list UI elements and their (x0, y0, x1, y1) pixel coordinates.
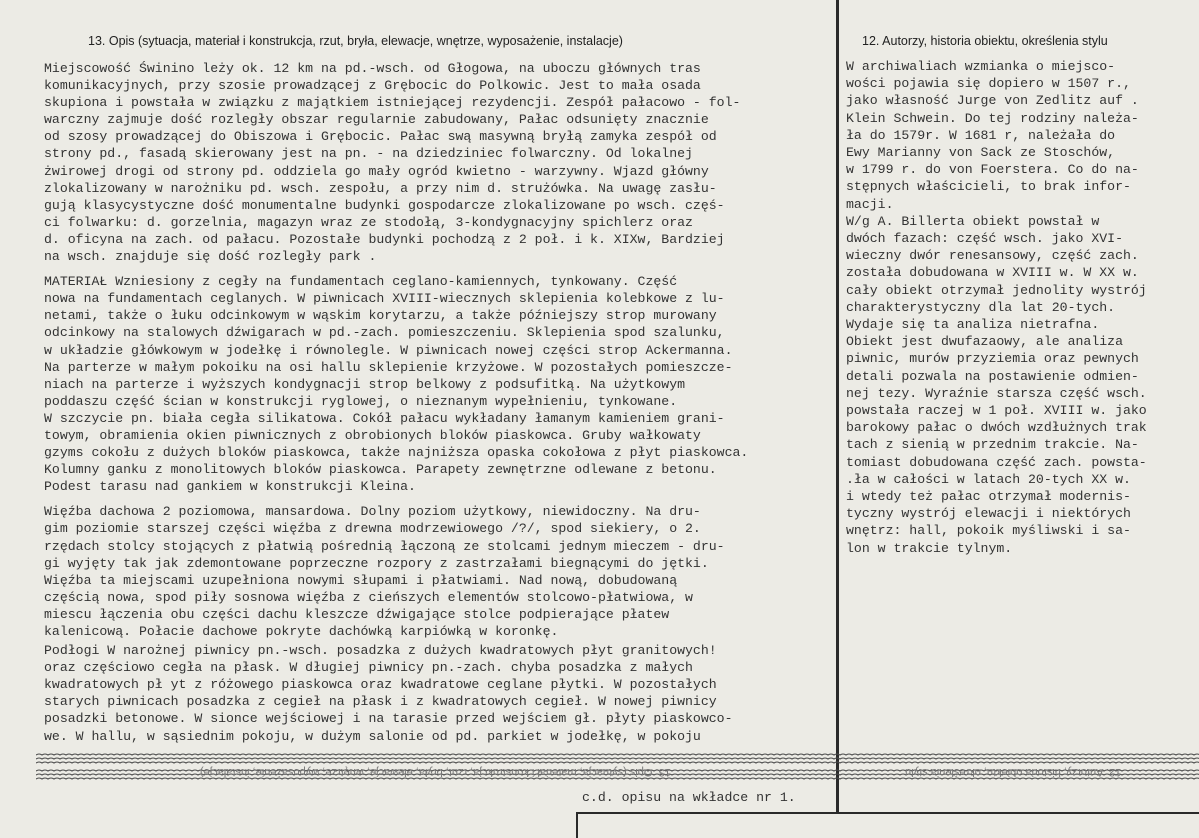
text-line: nowa na fundamentach ceglanych. W piwnicach XVIII-wiecznych sklepienia kolebkowe z lu- (44, 291, 725, 307)
column-divider (836, 0, 839, 812)
text-line: W archiwaliach wzmianka o miejsco- (846, 59, 1116, 74)
text-line: cały obiekt otrzymał jednolity wystrój (846, 282, 1147, 298)
text-line: W/g A. Billerta obiekt powstał w (846, 213, 1100, 229)
text-line: posadzki betonowe. W sionce wejściowej i na tarasie przed wejściem gł. płyty piaskowco- (44, 711, 733, 727)
text-line: na wsch. znajduje się dość rozległy park . (44, 249, 377, 265)
text-line: częścią nowa, spod piły sosnowa więźba z cieńszych elementów stolcowo-płatwiowa, w (44, 589, 693, 605)
wave-line (36, 778, 1199, 779)
mirrored-header-13: 13. Opis (sytuacja, materiał i konstrukcja, rzut, bryła, elewacje, wnętrze, wyposażenie, instalacje) (200, 766, 671, 778)
history-text (846, 58, 1198, 557)
text-line: towym, obramienia okien piwnicznych z obrobionych bloków piaskowca. Gruby wałkowaty (44, 427, 701, 443)
text-line: Więźba dachowa 2 poziomowa, mansardowa. Dolny poziom użytkowy, niewidoczny. Na dru- (44, 504, 701, 520)
text-line: MATERIAŁ Wzniesiony z cegły na fundamentach ceglano-kamiennych, tynkowany. Część (44, 274, 678, 290)
text-line: dwóch fazach: część wsch. jako XVI- (846, 231, 1123, 247)
footer-rule (577, 812, 1199, 814)
text-line: Podłogi W narożnej piwnicy pn.-wsch. posadzka z dużych kwadratowych płyt granitowych! (44, 643, 717, 659)
text-line: d. oficyna na zach. od pałacu. Pozostałe budynki pochodzą z 2 poł. i k. XIXw, Bardziej (44, 231, 725, 247)
text-line: Więźba ta miejscami uzupełniona nowymi słupami i płatwiami. Nad nową, dobudowaną (44, 572, 678, 588)
text-line: gzyms cokołu z dużych bloków piaskowca, także najniższa opaska cokołowa z płyt piaskowca. (44, 445, 749, 461)
text-line: kalenicową. Połacie dachowe pokryte dachówką karpiówką w koronkę. (44, 624, 559, 639)
text-line: Wydaje się ta analiza nietrafna. (846, 317, 1100, 333)
description-text (44, 60, 834, 753)
footer-rule-vertical (576, 812, 578, 838)
text-line: gi wyjęty tak jak zdemontowane poprzeczne rozpory z zastrzałami biegnącymi do jętki. (44, 555, 709, 571)
text-line: Klein Schwein. Do tej rodziny należa- (846, 110, 1139, 126)
text-line: komunikacyjnych, przy szosie prowadzącej z Grębocic do Polkowic. Jest to mała osada (44, 78, 701, 94)
text-line: jako własność Jurge von Zedlitz auf . (846, 93, 1139, 109)
text-line: w układzie główkowym w jodełkę i równolegle. W piwnicach nowej części strop Ackermanna. (44, 342, 733, 358)
text-line: powstała raczej w 1 poł. XVIII w. jako (846, 403, 1147, 419)
text-line: strony pd., fasadą skierowany jest na pn. - na dziedziniec folwarczny. Od lokalnej (44, 146, 693, 162)
text-line: Na parterze w małym pokoiku na osi hallu sklepienie krzyżowe. W pozostałych pomieszcze- (44, 359, 733, 375)
text-line: detali pozwala na postawienie odmien- (846, 368, 1139, 384)
wave-line (36, 758, 1199, 759)
text-line: i wtedy też pałac otrzymał modernis- (846, 489, 1131, 505)
text-line: skupiona i powstała w związku z majątkiem istniejącej rezydencji. Zespół pałacowo - fol- (44, 95, 741, 111)
text-line: wości pojawia się dopiero w 1507 r., (846, 76, 1131, 92)
text-line: od szosy prowadzącej do Obiszowa i Grębocic. Pałac swą masywną bryłą zamyka zespół od (44, 129, 717, 145)
text-line: .ła w całości w latach 20-tych XX w. (846, 471, 1131, 487)
text-line: odcinkowy na stalowych dźwigarach w pd.-zach. pomieszczeniu. Sklepienia spod szalunku, (44, 325, 725, 341)
text-line: lon w trakcie tylnym. (846, 540, 1013, 556)
continuation-note: c.d. opisu na wkładce nr 1. (582, 790, 796, 805)
text-line: ła do 1579r. W 1681 r, należała do (846, 127, 1116, 143)
paragraph (846, 213, 1198, 316)
text-line: gim poziomie starszej części więźba z drewna modrzewiowego /?/, spod siekiery, o 2. (44, 521, 701, 537)
text-line: rzędach stolcy stojących z płatwią pośrednią łączoną ze stolcami jednym mieczem - dru- (44, 538, 725, 554)
text-line: Podest tarasu nad gankiem w konstrukcji Kleina. (44, 479, 416, 495)
section-13-header: 13. Opis (sytuacja, materiał i konstrukcja, rzut, bryła, elewacje, wnętrze, wyposażenie, instalacje) (88, 34, 623, 48)
section-12-header: 12. Autorzy, historia obiektu, określenia stylu (862, 34, 1108, 48)
text-line: Ewy Marianny von Sack ze Stoschów, (846, 145, 1116, 161)
text-line: oraz częściowo cegła na płask. W długiej piwnicy pn.-zach. chyba posadzka z małych (44, 660, 693, 676)
text-line: wieczny dwór renesansowy, część zach. (846, 248, 1139, 264)
mirrored-header-12: 12. Autorzy, historia obiektu, określenia stylu (905, 766, 1122, 778)
paragraph (846, 58, 1198, 213)
paragraph (846, 316, 1198, 557)
text-line: w 1799 r. do von Foerstera. Co do na- (846, 162, 1139, 178)
text-line: tomiast dobudowana część zach. powsta- (846, 454, 1147, 470)
text-line: Kolumny ganku z monolitowych bloków piaskowca. Parapety zewnętrzne odlewane z betonu. (44, 462, 717, 478)
text-line: W szczycie pn. biała cegła silikatowa. Cokół pałacu wykładany łamanym kamieniem grani- (44, 410, 725, 426)
text-line: ci folwarku: d. gorzelnia, magazyn wraz ze stodołą, 3-kondygnacyjny spichlerz oraz (44, 214, 693, 230)
text-line: kwadratowych pł yt z różowego piaskowca oraz kwadratowe ceglane płytki. W pozostałych (44, 677, 717, 693)
text-line: Miejscowość Świnino leży ok. 12 km na pd.-wsch. od Głogowa, na uboczu głównych tras (44, 61, 701, 76)
text-line: piwnic, murów przyziemia oraz pewnych (846, 351, 1139, 367)
text-line: macji. (846, 196, 894, 212)
text-line: miescu łączenia obu części dachu kleszcze dźwigające stolce podpierające płatew (44, 606, 670, 622)
text-line: żwirowej drogi od strony pd. oddziela go mały ogród kwietno - warzywny. Wjazd główny (44, 163, 709, 179)
text-line: Obiekt jest dwufazaowy, ale analiza (846, 334, 1123, 350)
paragraph (44, 60, 834, 265)
wave-line (36, 762, 1199, 763)
text-line: starych piwnicach posadzka z cegieł na płask i z kwadratowych cegieł. W nowej piwnicy (44, 694, 717, 710)
text-line: poddaszu część ścian w konstrukcji ryglowej, o nieznanym wypełnieniu, tynkowane. (44, 393, 678, 409)
text-line: gują klasycystyczne dość monumentalne budynki gospodarcze zlokalizowane po wsch. częś- (44, 197, 725, 213)
text-line: charakterystyczny dla lat 20-tych. (846, 299, 1116, 315)
text-line: niach na parterze i wyższych kondygnacji strop belkowy z podsufitką. Na użytkowym (44, 376, 686, 392)
paragraph (44, 503, 834, 640)
text-line: wnętrz: hall, pokoik myśliwski i sa- (846, 523, 1131, 539)
text-line: tach z sienią w przednim trakcie. Na- (846, 437, 1139, 453)
text-line: warczny zajmuje dość rozległy obszar regularnie zabudowany, Pałac odsunięty znacznie (44, 112, 709, 128)
text-line: nej tezy. Wyraźnie starsza część wsch. (846, 385, 1147, 401)
paragraph (44, 273, 834, 495)
text-line: została dobudowana w XVIII w. W XX w. (846, 265, 1139, 281)
text-line: netami, także o łuku odcinkowym w wąskim korytarzu, a także późniejszy strop murowany (44, 308, 717, 324)
paragraph (44, 642, 834, 745)
text-line: tyczny wystrój elewacji i niektórych (846, 506, 1131, 522)
text-line: stępnych właścicieli, to brak infor- (846, 179, 1131, 195)
text-line: barokowy pałac o dwóch wzdłużnych trak (846, 420, 1147, 436)
text-line: zlokalizowany w narożniku pd. wsch. zespołu, a przy nim d. strużówka. Na uwagę zasłu- (44, 180, 717, 196)
wave-line (36, 754, 1199, 755)
text-line: we. W hallu, w sąsiednim pokoju, w dużym salonie od pd. parkiet w jodełkę, w pokoju (44, 728, 701, 744)
